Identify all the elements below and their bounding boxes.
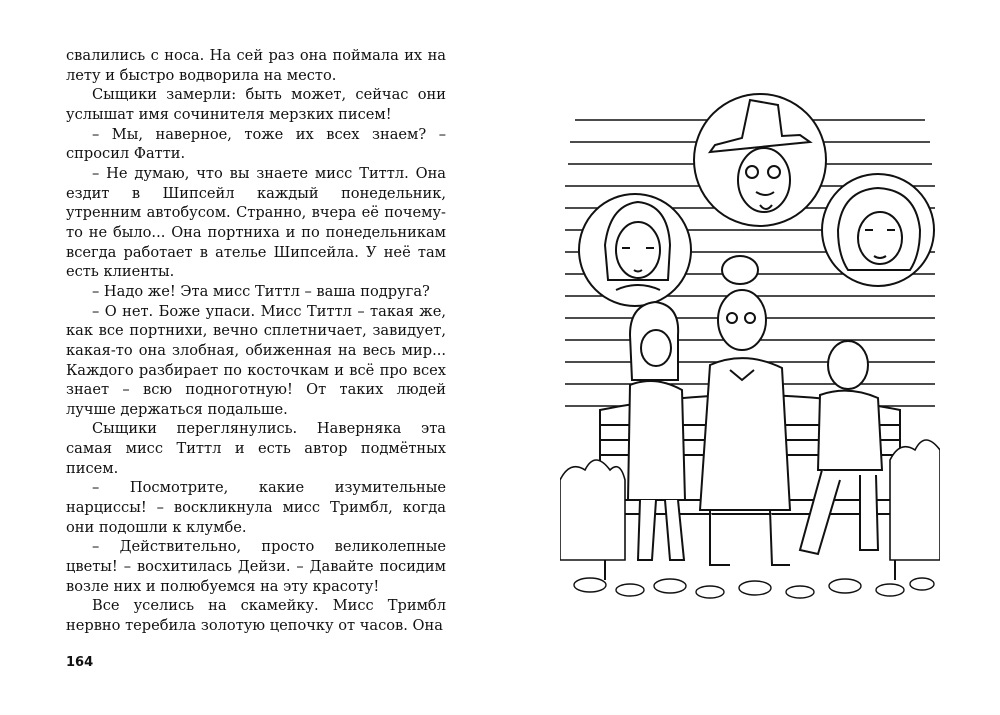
bench-illustration	[560, 80, 940, 600]
paragraph: – Посмотрите, какие изумительные нарциссы! – воскликнула мисс Тримбл, когда они подошли к клумбе.	[66, 479, 446, 536]
paragraph: – Не думаю, что вы знаете мисс Титтл. Она ездит в Шипсейл каждый понедельник, утренним автобусом. Странно, вчера её почему-то не было... Она портниха и по понедельникам всегда работает в ателье Шипсейла. У неё там есть клиенты.	[66, 164, 446, 281]
body-text	[66, 46, 446, 636]
paragraph: – О нет. Боже упаси. Мисс Титтл – такая же, как все портнихи, вечно сплетничает, завидует, какая-то она злобная, обиженная на весь мир... Каждого разбирает по косточкам и всё про всех знает – всю подноготную! От таких людей лучше держаться подальше.	[66, 302, 446, 418]
paragraph: Сыщики замерли: быть может, сейчас они услышат имя сочинителя мерзких писем!	[66, 86, 446, 123]
paragraph: – Действительно, просто великолепные цветы! – восхитилась Дейзи. – Давайте посидим возле них и полюбуемся на эту красоту!	[66, 538, 446, 595]
paragraph: Все уселись на скамейку. Мисс Тримбл нервно теребила золотую цепочку от часов. Она	[66, 597, 446, 635]
portrait-middle	[694, 94, 826, 226]
portrait-right	[822, 174, 934, 286]
paragraph: Сыщики переглянулись. Наверняка эта самая мисс Титтл и есть автор подмётных писем.	[66, 420, 446, 477]
woman-figure	[700, 256, 790, 565]
portrait-left	[579, 194, 691, 306]
girl-figure	[628, 302, 685, 560]
paragraph: – Мы, наверное, тоже их всех знаем? – спросил Фатти.	[66, 125, 446, 163]
stones	[574, 578, 934, 598]
paragraph: свалились с носа. На сей раз она поймала их на лету и быстро водворила на место.	[66, 47, 446, 84]
paragraph: – Надо же! Эта мисс Титтл – ваша подруга?	[92, 282, 430, 300]
page-number: 164	[66, 655, 94, 670]
